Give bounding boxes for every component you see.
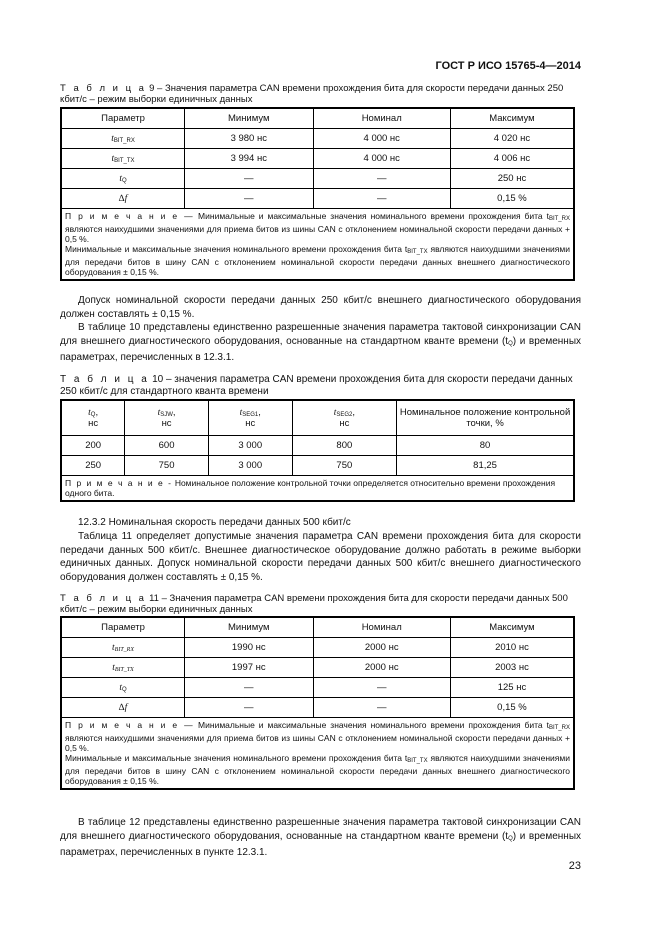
paragraph-text: ) и временных параметрах, перечисленных в 12.3.1. <box>60 335 582 363</box>
cell: 750 <box>125 456 209 476</box>
param-base: t <box>112 663 115 673</box>
table11-header-cell: Параметр <box>61 617 185 638</box>
note-sub: BIT_TX <box>407 249 428 255</box>
header-unit: нс <box>88 418 99 429</box>
param-cell <box>61 698 185 718</box>
table10-header-cell: tSEG1, нс <box>208 400 292 436</box>
document-code: ГОСТ Р ИСО 15765-4—2014 <box>435 60 581 72</box>
table10-header-row <box>61 400 574 436</box>
note-label: П р и м е ч а н и е - <box>65 478 173 488</box>
paragraph: Допуск номинальной скорости передачи данных 250 кбит/с внешнего диагностического оборудования должен составлять ± 0,15 %. <box>60 295 581 320</box>
cell: 81,25 <box>397 456 574 476</box>
table10-header-cell: tSJW, нс <box>125 400 209 436</box>
param-cell <box>61 638 185 658</box>
cell: 3 000 <box>208 456 292 476</box>
note-text: являются наихудшими значениями для приема битов из шины CAN с отклонением номинальной скорости передачи данных + 0,5 %. <box>65 733 570 753</box>
note-text: Минимальные и максимальные значения номинального времени прохождения бита t <box>65 244 408 254</box>
table10-note-row <box>61 476 574 502</box>
note-text: Минимальные и максимальные значения номинального времени прохождения бита t <box>65 753 408 763</box>
paragraph <box>60 321 581 365</box>
cell: 600 <box>125 436 209 456</box>
param-cell <box>61 658 185 678</box>
table10-caption-text: – значения параметра CAN времени прохождения бита для скорости передачи данных 250 кбит/с для стандартного кванта времени <box>60 374 573 397</box>
paragraph <box>60 816 581 860</box>
table9 <box>60 107 575 281</box>
cell: 750 <box>292 456 397 476</box>
table-row <box>61 149 574 169</box>
note-text: являются наихудшими значениями для приема битов из шины CAN с отклонением номинальной скорости передачи данных + 0,5 %. <box>65 224 570 244</box>
nom-cell: 4 000 нс <box>313 129 450 149</box>
table9-caption <box>60 83 580 105</box>
paragraph: Таблица 11 определяет допустимые значения параметра CAN времени прохождения бита для скорости передачи данных 500 кбит/с. Внешнее диагностическое оборудование должно работать в режиме выборки единичных данных. Допуск номинальной скорости передачи данных 500 кбит/с внешнего диагностического оборудования должен составлять ± 0,15 %. <box>60 531 581 583</box>
section-heading: 12.3.2 Номинальная скорость передачи данных 500 кбит/с <box>78 517 351 528</box>
nom-cell: — <box>313 169 450 189</box>
table-row <box>61 436 574 456</box>
nom-cell: 2000 нс <box>313 638 450 658</box>
table-row <box>61 698 574 718</box>
table9-header-cell: Номинал <box>313 108 450 129</box>
note-label: П р и м е ч а н и е — <box>65 720 195 730</box>
param-cell <box>61 189 185 209</box>
min-cell: — <box>185 189 313 209</box>
table11 <box>60 616 575 790</box>
header-sub: Q <box>90 412 96 418</box>
table11-caption <box>60 593 580 615</box>
table9-caption-word: Т а б л и ц а <box>60 83 147 94</box>
cell: 250 <box>61 456 125 476</box>
max-cell: 2003 нс <box>450 658 574 678</box>
param-sub: BIT_RX <box>114 647 134 653</box>
note-label: П р и м е ч а н и е — <box>65 211 195 221</box>
param-base: ∆f <box>118 703 128 713</box>
note-sub: BIT_RX <box>548 216 570 222</box>
min-cell: — <box>185 169 313 189</box>
param-cell <box>61 678 185 698</box>
table-row <box>61 678 574 698</box>
param-sub: Q <box>122 687 127 693</box>
table9-note-row <box>61 209 574 281</box>
table10-header-cell: tSEG2, нс <box>292 400 397 436</box>
table11-header-cell: Номинал <box>313 617 450 638</box>
table10-header-cell: tQ, нс <box>61 400 125 436</box>
table-row <box>61 169 574 189</box>
max-cell: 125 нс <box>450 678 574 698</box>
cell: 80 <box>397 436 574 456</box>
param-base: t <box>111 134 114 144</box>
note-text: являются наихудшими значениями для передачи битов в шину CAN с отклонением номинальной скорости передачи данных внешнего диагностического оборудования ± 0,15 %. <box>65 753 570 786</box>
table11-caption-number: 11 <box>149 593 159 604</box>
table11-header-cell: Минимум <box>185 617 313 638</box>
table9-note <box>61 209 574 281</box>
nom-cell: 2000 нс <box>313 658 450 678</box>
table-row <box>61 129 574 149</box>
param-cell <box>61 129 185 149</box>
nom-cell: 4 000 нс <box>313 149 450 169</box>
table10 <box>60 399 575 502</box>
min-cell: — <box>185 698 313 718</box>
note-text: Номинальное положение контрольной точки определяется относительно времени прохождения одного бита. <box>65 478 556 498</box>
table10-caption <box>60 374 580 398</box>
note-sub: BIT_TX <box>407 758 428 764</box>
max-cell: 250 нс <box>450 169 574 189</box>
param-sub: Q <box>122 178 127 184</box>
header-base: t <box>88 408 91 418</box>
note-text: являются наихудшими значениями для передачи битов в шину CAN с отклонением номинальной скорости передачи данных внешнего диагностического оборудования ± 0,15 %. <box>65 244 570 277</box>
paragraph-sub: Q <box>508 835 513 842</box>
table11-note-row <box>61 718 574 790</box>
header-base: t <box>239 408 243 418</box>
header-base: t <box>333 408 337 418</box>
paragraph-text: ) и временных параметрах, перечисленных в пункте 12.3.1. <box>60 830 582 858</box>
note-text: Минимальные и максимальные значения номинального времени прохождения бита t <box>198 211 549 221</box>
table-row <box>61 638 574 658</box>
cell: 200 <box>61 436 125 456</box>
max-cell: 0,15 % <box>450 189 574 209</box>
header-unit: нс <box>245 418 256 429</box>
table-row <box>61 189 574 209</box>
table11-caption-text: – Значения параметра CAN времени прохождения бита для скорости передачи данных 500 кбит/с – режим выборки единичных данных <box>60 593 568 615</box>
table9-header-cell: Максимум <box>450 108 574 129</box>
page-number: 23 <box>568 860 581 872</box>
max-cell: 4 006 нс <box>450 149 574 169</box>
table11-note <box>61 718 574 790</box>
note-sub: BIT_RX <box>548 725 570 731</box>
header-unit: нс <box>161 418 172 429</box>
max-cell: 2010 нс <box>450 638 574 658</box>
table10-header-cell: Номинальное положение контрольной точки, % <box>397 400 574 436</box>
paragraph-sub: Q <box>508 340 513 347</box>
nom-cell: — <box>313 189 450 209</box>
min-cell: 3 994 нс <box>185 149 313 169</box>
max-cell: 4 020 нс <box>450 129 574 149</box>
param-cell <box>61 149 185 169</box>
header-sub: SEG2 <box>336 412 353 418</box>
table10-caption-number: 10 <box>152 374 164 385</box>
table10-note <box>61 476 574 502</box>
param-sub: BIT_RX <box>113 138 135 144</box>
table9-header-cell: Минимум <box>185 108 313 129</box>
cell: 3 000 <box>208 436 292 456</box>
cell: 800 <box>292 436 397 456</box>
param-base: ∆f <box>118 194 128 204</box>
table11-header-row <box>61 617 574 638</box>
table10-caption-word: Т а б л и ц а <box>60 374 150 385</box>
min-cell: — <box>185 678 313 698</box>
table11-caption-word: Т а б л и ц а <box>60 593 147 604</box>
min-cell: 1997 нс <box>185 658 313 678</box>
table-row <box>61 456 574 476</box>
table9-caption-text: – Значения параметра CAN времени прохождения бита для скорости передачи данных 250 кбит/с – режим выборки единичных данных <box>60 83 564 105</box>
header-base: t <box>157 408 161 418</box>
min-cell: 3 980 нс <box>185 129 313 149</box>
min-cell: 1990 нс <box>185 638 313 658</box>
param-base: t <box>119 683 122 693</box>
paragraph-text: В таблице 12 представлены единственно разрешенные значения параметра тактовой синхронизации CAN для внешнего диагностического оборудования, основанные на стандартном кванте времени (t <box>60 817 581 842</box>
paragraph-text: В таблице 10 представлены единственно разрешенные значения параметра тактовой синхронизации CAN для внешнего диагностического оборудования, основанные на стандартном кванте времени (t <box>60 322 581 347</box>
param-base: t <box>111 154 115 164</box>
table11-header-cell: Максимум <box>450 617 574 638</box>
param-cell <box>61 169 185 189</box>
table9-header-cell: Параметр <box>61 108 185 129</box>
param-base: t <box>119 174 122 184</box>
header-sub: SJW <box>160 412 173 418</box>
param-sub: BIT_TX <box>114 158 135 164</box>
table9-caption-number: 9 <box>149 83 155 94</box>
header-sub: SEG1 <box>242 412 259 418</box>
nom-cell: — <box>313 678 450 698</box>
param-base: t <box>112 643 115 653</box>
header-unit: нс <box>339 418 350 429</box>
max-cell: 0,15 % <box>450 698 574 718</box>
table9-header-row <box>61 108 574 129</box>
nom-cell: — <box>313 698 450 718</box>
note-text: Минимальные и максимальные значения номинального времени прохождения бита t <box>198 720 549 730</box>
param-sub: BIT_TX <box>114 667 134 673</box>
table-row <box>61 658 574 678</box>
